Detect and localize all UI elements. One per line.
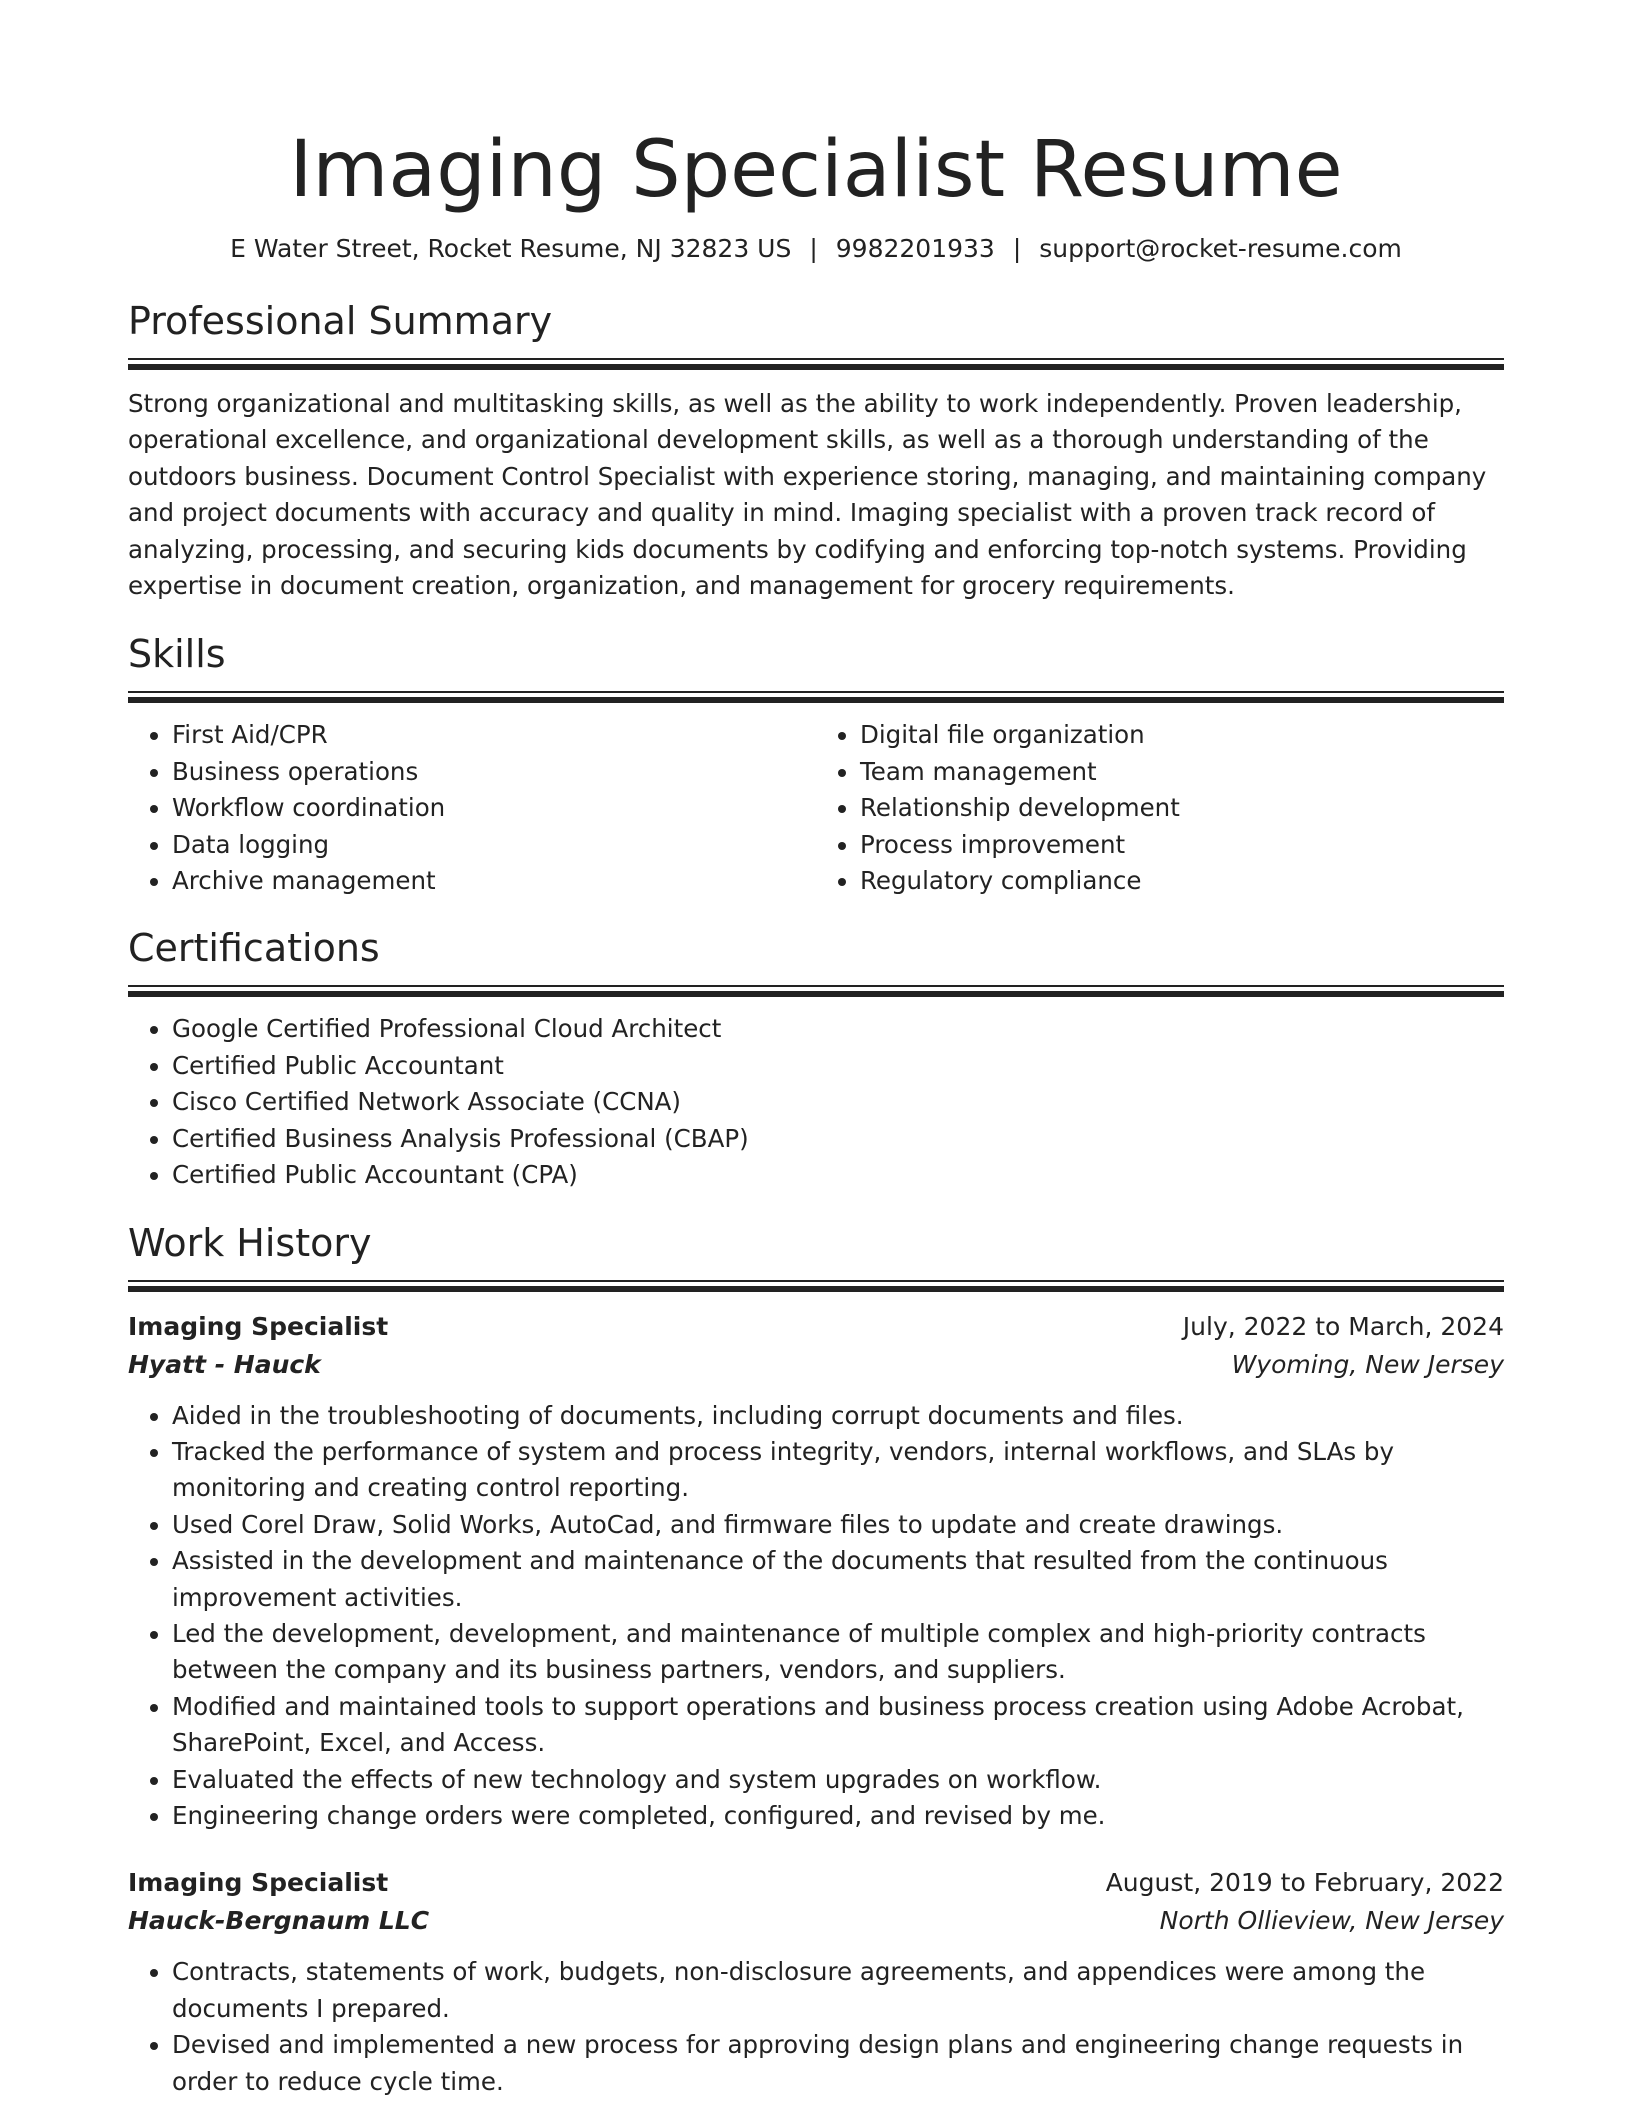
work-history-section	[128, 1218, 1504, 2101]
certification-item: • Google Certified Professional Cloud Architect	[172, 1011, 1504, 1047]
skill-item: • Process improvement	[860, 827, 1504, 863]
job-bullet: • Contracts, statements of work, budgets, non-disclosure agreements, and appendices were among the documents I prepared.	[172, 1954, 1504, 2027]
job-bullet: • Modified and maintained tools to support operations and business process creation using Adobe Acrobat, SharePoint, Excel, and Access.	[172, 1689, 1504, 1762]
contact-separator: |	[809, 234, 818, 263]
skill-item: • Digital file organization	[860, 717, 1504, 753]
job-bullet: • Engineering change orders were completed, configured, and revised by me.	[172, 1798, 1504, 1834]
certifications-list	[128, 1011, 1504, 1193]
certifications-section	[128, 923, 1504, 1193]
phone: 9982201933	[835, 234, 995, 263]
job-bullet: • Assisted in the development and maintenance of the documents that resulted from the continuous improvement activities.	[172, 1543, 1504, 1616]
summary-section	[128, 296, 1504, 604]
skills-columns	[128, 717, 1504, 899]
section-heading: Professional Summary	[128, 299, 553, 343]
section-divider	[128, 691, 1504, 701]
section-heading: Skills	[128, 632, 226, 677]
page-title: Imaging Specialist Resume	[289, 125, 1343, 215]
skill-item: • First Aid/CPR	[172, 717, 816, 753]
job-company: Hyatt - Hauck	[128, 1349, 321, 1379]
skill-item: • Archive management	[172, 863, 816, 899]
section-divider	[128, 1280, 1504, 1290]
job-dates: July, 2022 to March, 2024	[1182, 1311, 1504, 1341]
certification-item: • Certified Public Accountant (CPA)	[172, 1157, 1504, 1193]
job-bullets	[128, 1398, 1504, 1835]
job-company: Hauck-Bergnaum LLC	[128, 1906, 430, 1936]
certification-item: • Certified Business Analysis Professional (CBAP)	[172, 1121, 1504, 1157]
contact-line	[128, 232, 1504, 266]
job-entry	[128, 1308, 1504, 1835]
resume-page	[128, 0, 1504, 2100]
job-bullet: • Tracked the performance of system and process integrity, vendors, internal workflows, and SLAs by monitoring and creating control reporting.	[172, 1434, 1504, 1507]
skills-section	[128, 629, 1504, 899]
skill-item: • Regulatory compliance	[860, 863, 1504, 899]
job-bullet: • Led the development, development, and maintenance of multiple complex and high-priority contracts between the company and its business partners, vendors, and suppliers.	[172, 1616, 1504, 1689]
section-heading: Work History	[128, 1220, 372, 1265]
job-bullet: • Devised and implemented a new process for approving design plans and engineering change requests in order to reduce cycle time.	[172, 2027, 1504, 2100]
contact-separator: |	[1012, 234, 1022, 263]
address: E Water Street, Rocket Resume, NJ 32823 US	[230, 234, 792, 263]
section-divider	[128, 985, 1504, 995]
section-heading: Certifications	[128, 926, 380, 971]
skill-item: • Relationship development	[860, 790, 1504, 826]
skill-item: • Data logging	[172, 827, 816, 863]
job-subheader	[128, 1902, 1504, 1940]
email: support@rocket-resume.com	[1039, 234, 1402, 263]
job-bullet: • Aided in the troubleshooting of documents, including corrupt documents and files.	[172, 1398, 1504, 1434]
certification-item: • Certified Public Accountant	[172, 1048, 1504, 1084]
job-dates: August, 2019 to February, 2022	[1105, 1868, 1504, 1898]
job-bullet: • Used Corel Draw, Solid Works, AutoCad, and firmware files to update and create drawings.	[172, 1507, 1504, 1543]
job-subheader	[128, 1346, 1504, 1384]
job-bullet: • Evaluated the effects of new technology and system upgrades on workflow.	[172, 1762, 1504, 1798]
certification-item: • Cisco Certified Network Associate (CCNA)	[172, 1084, 1504, 1120]
skills-list-right	[816, 717, 1504, 899]
job-location: Wyoming, New Jersey	[1231, 1349, 1504, 1379]
skill-item: • Business operations	[172, 754, 816, 790]
job-title: Imaging Specialist	[128, 1311, 389, 1341]
job-title: Imaging Specialist	[128, 1868, 389, 1898]
section-divider	[128, 358, 1504, 368]
job-entry	[128, 1864, 1504, 2100]
job-header	[128, 1308, 1504, 1346]
job-bullets	[128, 1954, 1504, 2100]
job-location: North Ollieview, New Jersey	[1159, 1906, 1504, 1936]
summary-text: Strong organizational and multitasking skills, as well as the ability to work independently. Proven leadership, operational excellence, and organizational development skills, as well as a thorough understanding of the outdoors business. Document Control Specialist with experience storing, managing, and maintaining company and project documents with accuracy and quality in mind. Imaging specialist with a proven track record of analyzing, processing, and securing kids documents by codifying and enforcing top-notch systems. Providing expertise in document creation, organization, and management for grocery requirements.	[128, 389, 1487, 601]
job-header	[128, 1864, 1504, 1902]
skill-item: • Workflow coordination	[172, 790, 816, 826]
skills-list-left	[128, 717, 816, 899]
skill-item: • Team management	[860, 754, 1504, 790]
